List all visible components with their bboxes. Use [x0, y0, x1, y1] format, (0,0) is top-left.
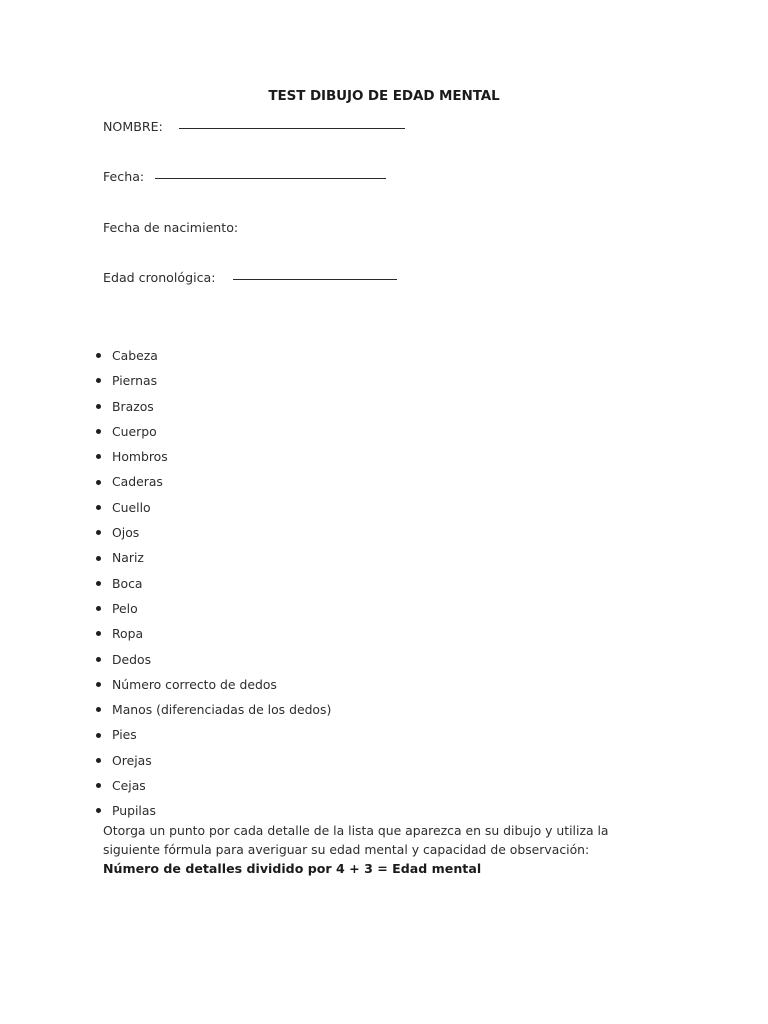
list-item[interactable] [0, 798, 331, 823]
list-item[interactable] [0, 596, 331, 621]
form-field-edad-cronologica-label: Edad cronológica: [103, 270, 216, 285]
bullet-icon [96, 758, 101, 763]
bullet-icon [96, 505, 101, 510]
list-item[interactable] [0, 647, 331, 672]
list-item[interactable] [0, 520, 331, 545]
list-item-label: Número correcto de dedos [112, 676, 277, 692]
list-item[interactable] [0, 545, 331, 570]
list-item[interactable] [0, 368, 331, 393]
list-item-label: Dedos [112, 651, 152, 667]
bullet-icon [96, 353, 101, 358]
list-item-label: Ropa [112, 626, 144, 642]
form-field-fecha-nacimiento-label: Fecha de nacimiento: [103, 220, 239, 235]
list-item-label: Boca [112, 575, 143, 591]
bullet-icon [96, 429, 101, 434]
form-field-nombre-input-rule[interactable] [179, 128, 405, 129]
list-item-label: Cuello [112, 499, 151, 515]
mental-age-formula-text: Número de detalles dividido por 4 + 3 = Edad mental [103, 861, 482, 876]
bullet-icon [96, 378, 101, 383]
list-item-label: Cejas [112, 778, 146, 794]
list-item[interactable] [0, 571, 331, 596]
list-item-label: Nariz [112, 550, 144, 566]
list-item-label: Pelo [112, 600, 138, 616]
list-item-label: Piernas [112, 373, 158, 389]
list-item-label: Hombros [112, 449, 168, 465]
list-item[interactable] [0, 748, 331, 773]
list-item[interactable] [0, 469, 331, 494]
list-item[interactable] [0, 697, 331, 722]
bullet-icon [96, 606, 101, 611]
bullet-icon [96, 783, 101, 788]
form-field-fecha-label: Fecha: [103, 169, 145, 184]
bullet-icon [96, 454, 101, 459]
bullet-icon [96, 556, 101, 561]
form-field-nombre [103, 119, 405, 134]
bullet-icon [96, 657, 101, 662]
form-field-edad-cronologica-input-rule[interactable] [233, 279, 397, 280]
list-item-label: Caderas [112, 474, 163, 490]
form-field-edad-cronologica [103, 270, 397, 285]
list-item-label: Cuerpo [112, 423, 157, 439]
list-item-label: Pies [112, 727, 137, 743]
list-item[interactable] [0, 419, 331, 444]
list-item[interactable] [0, 444, 331, 469]
body-part-checklist [0, 343, 331, 824]
list-item-label: Manos (diferenciadas de los dedos) [112, 702, 332, 718]
bullet-icon [96, 480, 101, 485]
bullet-icon [96, 631, 101, 636]
list-item[interactable] [0, 672, 331, 697]
bullet-icon [96, 808, 101, 813]
list-item[interactable] [0, 621, 331, 646]
list-item-label: Pupilas [112, 803, 156, 819]
bullet-icon [96, 581, 101, 586]
list-item[interactable] [0, 773, 331, 798]
list-item[interactable] [0, 394, 331, 419]
scoring-instructions-text: Otorga un punto por cada detalle de la lista que aparezca en su dibujo y utiliza la siguiente fórmula para averiguar su edad mental y capacidad de observación: [103, 823, 609, 857]
list-item[interactable] [0, 495, 331, 520]
bullet-icon [96, 404, 101, 409]
bullet-icon [96, 682, 101, 687]
list-item-label: Ojos [112, 525, 140, 541]
bullet-icon [96, 733, 101, 738]
list-item[interactable] [0, 722, 331, 747]
bullet-icon [96, 530, 101, 535]
list-item-label: Cabeza [112, 348, 158, 363]
list-item[interactable] [0, 343, 331, 368]
bullet-icon [96, 707, 101, 712]
list-item-label: Brazos [112, 398, 154, 414]
form-field-fecha-input-rule[interactable] [155, 178, 386, 179]
page-title: TEST DIBUJO DE EDAD MENTAL [268, 88, 500, 104]
form-field-nombre-label: NOMBRE: [103, 119, 163, 134]
form-field-fecha-nacimiento [103, 220, 238, 235]
form-field-fecha [103, 169, 386, 184]
closing-instructions-block [103, 821, 655, 879]
list-item-label: Orejas [112, 752, 152, 768]
